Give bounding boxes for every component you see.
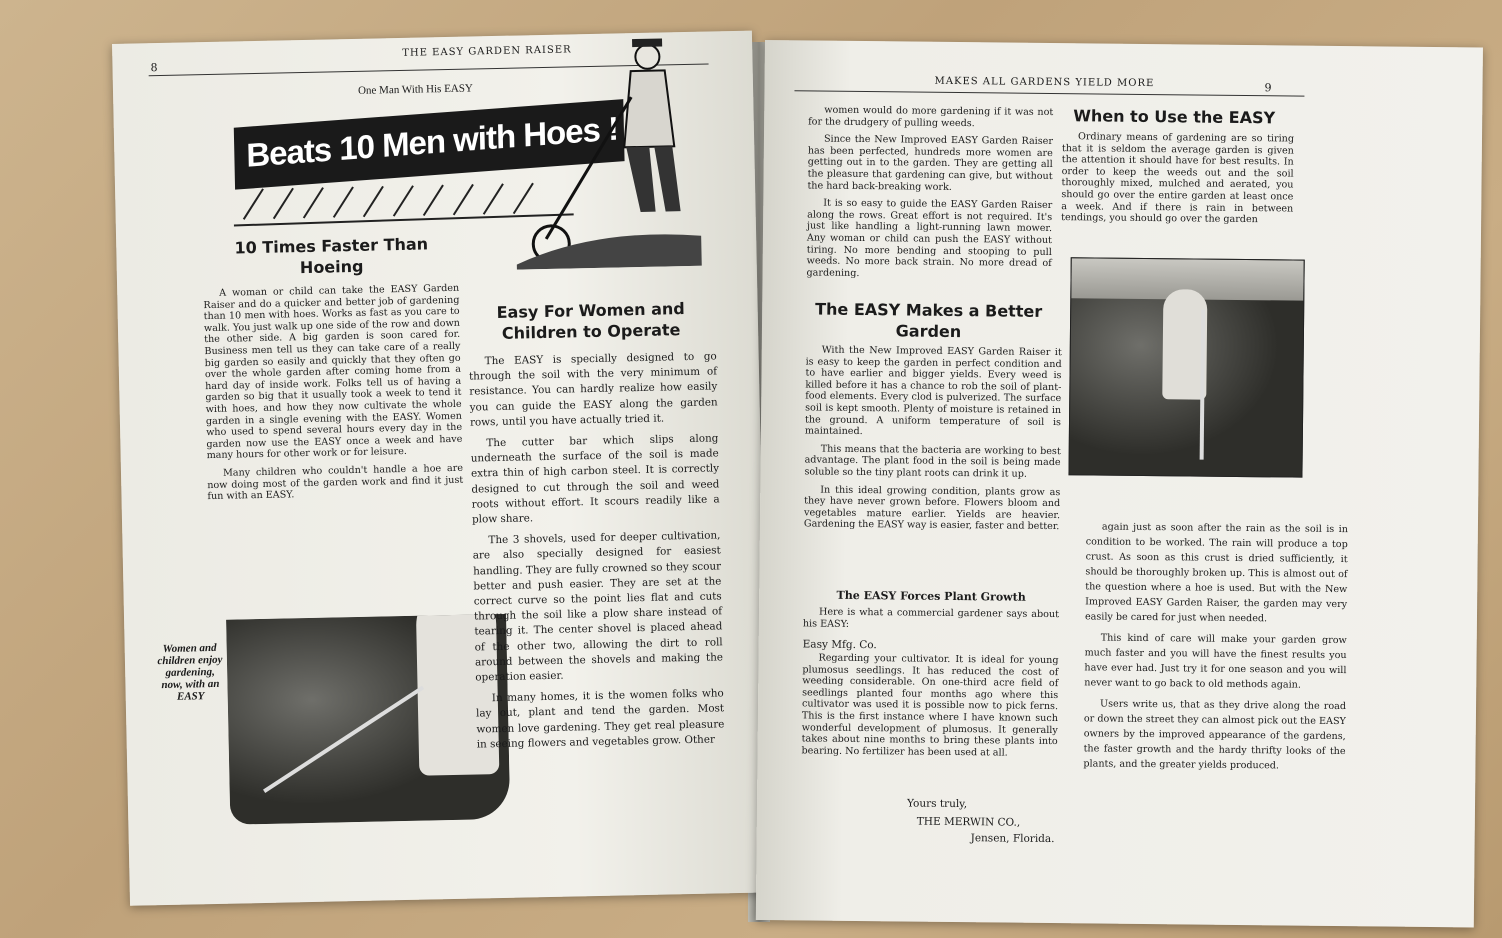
left-col1-text xyxy=(203,283,464,509)
letter-company: THE MERWIN CO., xyxy=(916,815,1021,829)
tagline: One Man With His EASY xyxy=(357,82,473,97)
paragraph: Since the New Improved EASY Garden Raiser has been perfected, hundreds more women are getting out in to the garden. They are getting all the pleasure that gardening can give, but without the hard back-breaking work. xyxy=(807,133,1054,193)
cultivator-handle xyxy=(263,686,424,793)
paragraph: The 3 shovels, used for deeper cultivation, are also specially designed for easiest handling. They are fully crowned so they scour better and push easier. They are set at the correct curve so the point lies flat and cuts through the soil like a plow share instead of tearing it. The center shovel is placed ahead of the other two, allowing the dirt to roll around between the shovels and making the operation easier. xyxy=(472,529,724,684)
paragraph: Here is what a commercial gardener says about his EASY: xyxy=(802,606,1060,630)
photo-woman-cultivating xyxy=(1068,257,1304,477)
paragraph: Ordinary means of gardening are so tiring that it is seldom the average garden is given the attention it should have for best results. In order to keep the weeds out and the soil thoroughly mixed, mulched and aerated, you should go over the entire garden at least once a week. And if there is rain in between tendings, you should go over the garden xyxy=(1061,131,1295,226)
photo-child-gardening xyxy=(226,614,510,825)
heading-forces-growth: The EASY Forces Plant Growth xyxy=(836,588,1026,604)
letter-location: Jensen, Florida. xyxy=(970,832,1055,846)
left-page xyxy=(112,31,770,906)
page-number-right: 9 xyxy=(1264,81,1272,95)
heading-better-garden: The EASY Makes a Better Garden xyxy=(815,299,1043,342)
banner-text: Beats 10 Men with Hoes ! xyxy=(245,109,619,174)
cultivator xyxy=(1200,310,1206,460)
when-to-use-text xyxy=(1061,131,1294,232)
header-rule-right xyxy=(794,90,1304,96)
left-col2-text xyxy=(469,349,725,758)
letter-closing: Yours truly, xyxy=(906,797,968,811)
page-number-left: 8 xyxy=(150,61,158,75)
right-col3-text xyxy=(1083,519,1348,780)
paragraph: Users write us, that as they drive along the road or down the street they can almost pick out the EASY owners by the improved appearance of the gardens, the faster growth and the hardy thrifty looks of the plants, and the greater yields produced. xyxy=(1083,698,1347,772)
paragraph: The EASY is specially designed to go through the soil with the very minimum of resistance. You can hardly realize how easily you can guide the EASY along the garden rows, until you have actually tried it. xyxy=(468,350,718,429)
letter-salutation: Easy Mfg. Co. xyxy=(802,638,877,652)
running-head-right: MAKES ALL GARDENS YIELD MORE xyxy=(934,75,1155,90)
running-head-left: THE EASY GARDEN RAISER xyxy=(402,44,572,59)
paragraph: Many children who couldn't handle a hoe are now doing most of the garden work and find it just fun with an EASY. xyxy=(207,462,464,503)
heading-ten-times-faster: 10 Times Faster Than Hoeing xyxy=(234,234,429,278)
paragraph: women would do more gardening if it was not for the drudgery of pulling weeds. xyxy=(808,104,1054,129)
paragraph: again just as soon after the rain as the soil is in condition to be worked. The rain will produce a top crust. As soon as this crust is dried sufficiently, it should be thoroughly broken up. This is almost out of the question where a hoe is used. But with the New Improved EASY Garden Raiser, the garden may very easily be cared for just when needed. xyxy=(1084,521,1348,625)
paragraph: In many homes, it is the women folks who lay out, plant and tend the garden. Most women love gardening. They get real pleasure in seeing flowers and vegetables grow. Other xyxy=(475,687,725,751)
paragraph: It is so easy to guide the EASY Garden Raiser along the rows. Great effort is not required. It's just like handling a light-running lawn mower. Any woman or child can push the EASY without tiring. No more bending and stooping to pull weeds. No more back strain. No more dread of gardening. xyxy=(806,197,1053,279)
paragraph: Regarding your cultivator. It is ideal for young plumosus seedlings. It has reduced the cost of weeding considerable. On one-third acre field of seedlings planted four months ago where this cultivator was used it is possible now to pick ferns. This is the first instance where I have known such wonderful development of plumosus. It generally takes about nine months to bring these plants into bearing. No fertilizer has been used at all. xyxy=(801,652,1059,759)
heading-when-to-use: When to Use the EASY xyxy=(1073,106,1276,128)
photo-caption: Women and children enjoy gardening, now, with an EASY xyxy=(157,641,223,703)
heading-easy-for-women: Easy For Women and Children to Operate xyxy=(496,299,685,343)
paragraph: In this ideal growing condition, plants grow as they have never grown before. Flowers bloom and vegetables mature earlier. Yields are heavier. Gardening the EASY way is easier, faster and better. xyxy=(803,484,1061,533)
paragraph: This means that the bacteria are working to best advantage. The plant food in the soil is being made soluble so the tiny plant roots can drink it up. xyxy=(804,443,1061,480)
right-col1-text xyxy=(806,104,1053,287)
right-page xyxy=(756,40,1483,927)
forces-intro xyxy=(803,606,1059,638)
better-garden-text xyxy=(804,344,1062,539)
man-with-cultivator-illustration xyxy=(512,36,707,270)
letter-body xyxy=(801,652,1058,765)
paragraph: This kind of care will make your garden grow much faster and you will have the finest results you have ever had. Just try it for one season and you will never want to go back to old methods again. xyxy=(1084,632,1347,691)
paragraph: The cutter bar which slips along underneath the surface of the soil is made extra thin of high carbon steel. It is correctly designed to cut through the soil and weed roots without effort. It scours readily like a plow share. xyxy=(470,432,720,526)
paragraph: With the New Improved EASY Garden Raiser it is easy to keep the garden in perfect condition and to have earlier and bigger yields. Every weed is killed before it has a chance to rob the soil of plant-food elements. Every clod is pulverized. The surface soil is kept smooth. Plenty of moisture is retained in the ground. A uniform temperature of soil is maintained. xyxy=(804,344,1062,438)
paragraph: A woman or child can take the EASY Garden Raiser and do a quicker and better job of gardening than 10 men with hoes. Works as fast as you care to walk. You just walk up one side of the row and down the other side. A big garden is soon cared for. Business men tell us they can take care of a really big garden so easily and quickly that they often go over the whole garden after coming home from a hard day of inside work. Folks tell us of having a garden so big that it usually took a week to tend it with hoes, and how they now cultivate the whole garden in a single evening with the EASY. Women who used to spend several hours every day in the garden now use the EASY once a week and have many hours for other work or for leisure. xyxy=(203,282,463,462)
